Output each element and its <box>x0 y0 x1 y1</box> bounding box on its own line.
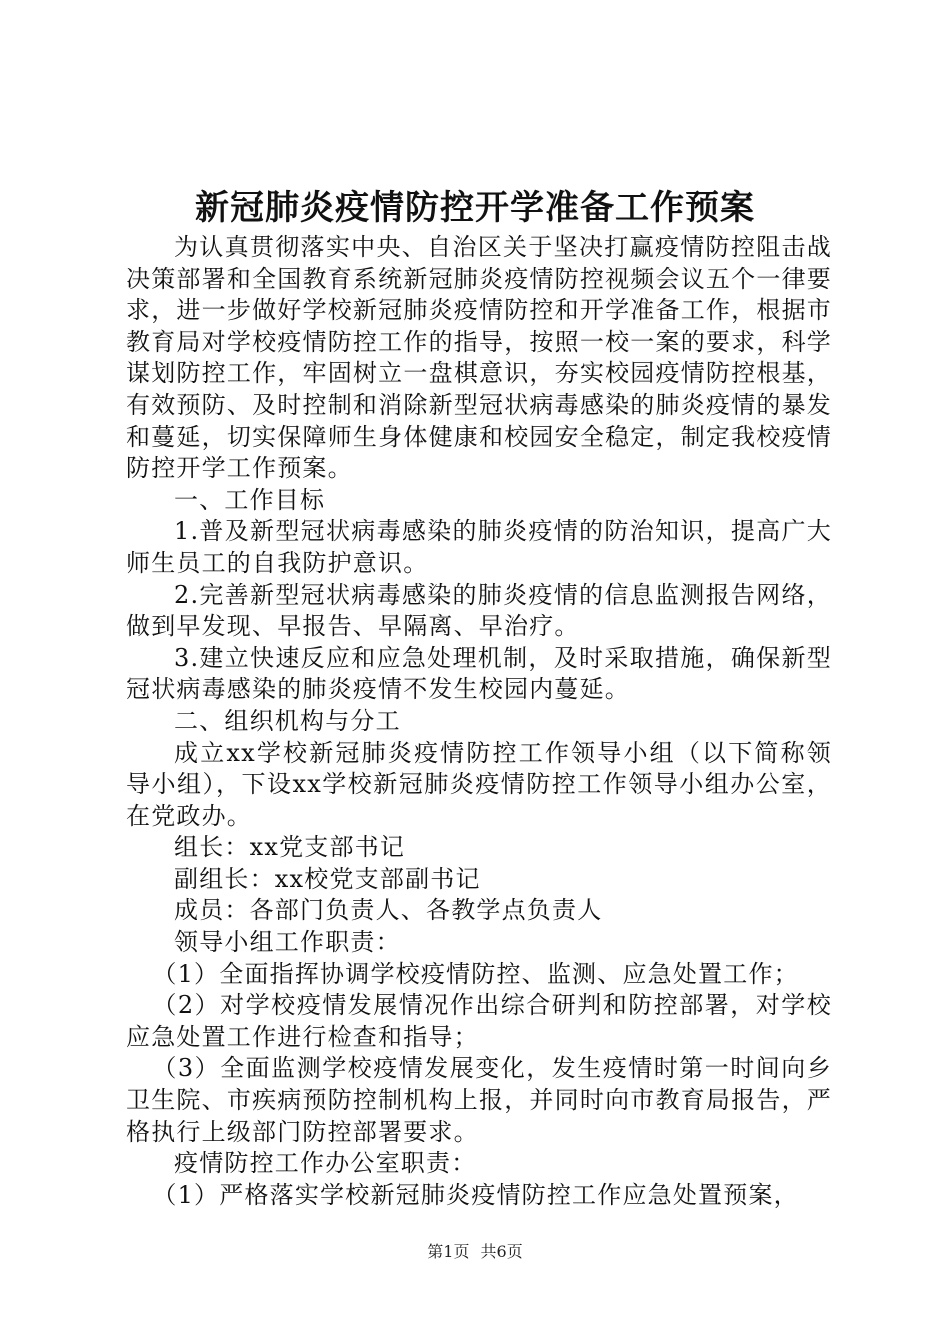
paragraph-deputy-leader: 副组长：xx校党支部副书记 <box>174 864 481 893</box>
paragraph-members: 成员：各部门负责人、各教学点负责人 <box>174 896 603 925</box>
document-title: 新冠肺炎疫情防控开学准备工作预案 <box>195 188 755 228</box>
paragraph-group-duty-3: （3）全面监测学校疫情发展变化，发生疫情时第一时间向乡卫生院、市疾病预防控制机构上报，并同时向市教育局报告，严格执行上级部门防控部署要求。 <box>126 1054 832 1146</box>
paragraph-goal-1: 1.普及新型冠状病毒感染的肺炎疫情的防治知识，提高广大师生员工的自我防护意识。 <box>126 517 832 577</box>
paragraph-goal-3: 3.建立快速反应和应急处理机制，及时采取措施，确保新型冠状病毒感染的肺炎疫情不发生校园内蔓延。 <box>126 643 832 704</box>
paragraph-goal-2: 2.完善新型冠状病毒感染的肺炎疫情的信息监测报告网络，做到早发现、早报告、早隔离、早治疗。 <box>126 580 832 641</box>
paragraph-organization: 成立xx学校新冠肺炎疫情防控工作领导小组（以下简称领导小组），下设xx学校新冠肺炎疫情防控工作领导小组办公室，在党政办。 <box>126 738 832 830</box>
paragraph-group-duty-1: （1）全面指挥协调学校疫情防控、监测、应急处置工作； <box>152 959 799 988</box>
paragraph-group-duty-2: （2）对学校疫情发展情况作出综合研判和防控部署，对学校应急处置工作进行检查和指导； <box>126 991 832 1051</box>
paragraph-intro: 为认真贯彻落实中央、自治区关于坚决打赢疫情防控阻击战决策部署和全国教育系统新冠肺炎疫情防控视频会议五个一律要求，进一步做好学校新冠肺炎疫情防控和开学准备工作，根据市教育局对学校疫情防控工作的指导，按照一校一案的要求，科学谋划防控工作，牢固树立一盘棋意识，夯实校园疫情防控根基，有效预防、及时控制和消除新型冠状病毒感染的肺炎疫情的暴发和蔓延，切实保障师生身体健康和校园安全稳定，制定我校疫情防控开学工作预案。 <box>126 233 832 483</box>
paragraph-group-duties-heading: 领导小组工作职责： <box>174 928 401 957</box>
page-number: 第1页 <box>427 1242 470 1261</box>
document-body <box>126 232 832 1211</box>
page-total: 共6页 <box>480 1242 523 1261</box>
section-heading-goals: 一、工作目标 <box>174 485 326 514</box>
paragraph-office-duty-1: （1）严格落实学校新冠肺炎疫情防控工作应急处置预案， <box>152 1180 799 1209</box>
page-footer <box>0 1240 950 1264</box>
section-heading-organization: 二、组织机构与分工 <box>174 706 401 735</box>
paragraph-leader: 组长：xx党支部书记 <box>174 833 406 862</box>
paragraph-office-duties-heading: 疫情防控工作办公室职责： <box>174 1149 477 1178</box>
